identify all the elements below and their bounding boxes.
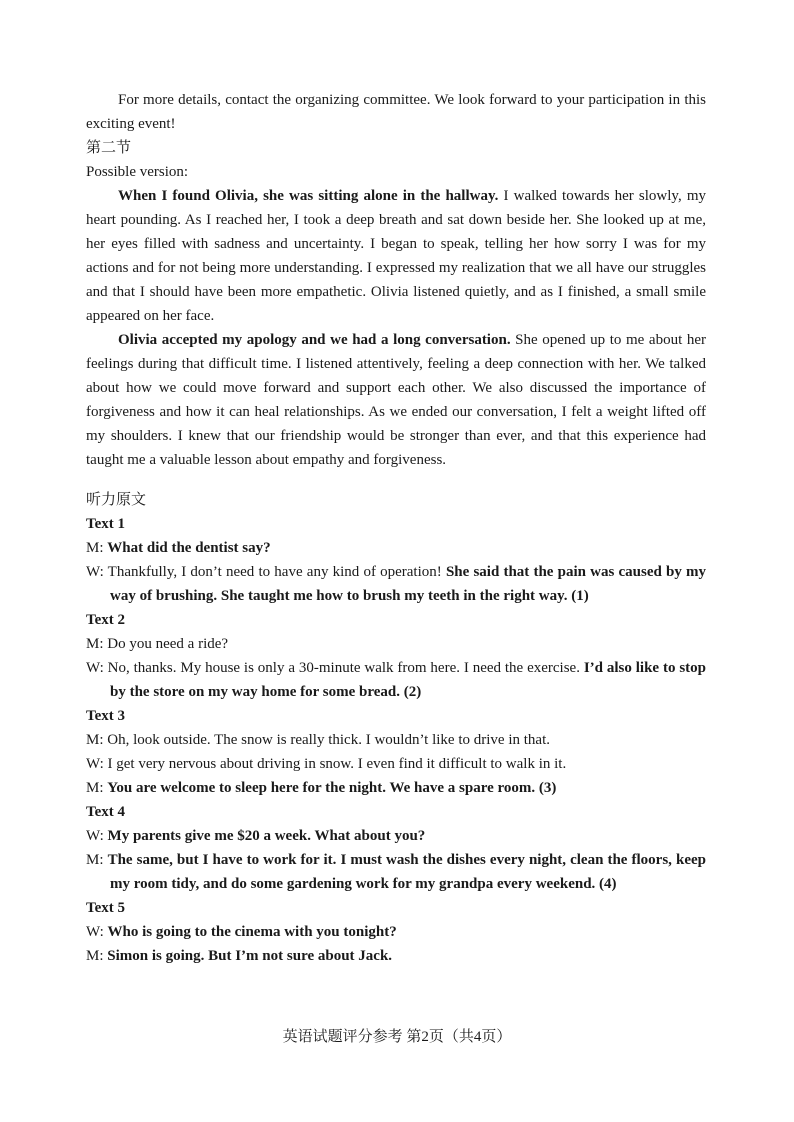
speaker-label: M: bbox=[86, 948, 108, 964]
speaker-label: W: bbox=[86, 756, 108, 772]
dialogue-line bbox=[86, 536, 706, 560]
dialogue-bold: She said that the pain was caused by my way of brushing. She taught me how to brush my teeth in the right way. (1) bbox=[110, 564, 707, 604]
text-2-title: Text 2 bbox=[86, 612, 126, 628]
speaker-label: W: bbox=[86, 660, 108, 676]
dialogue-line bbox=[86, 656, 706, 704]
essay-p1-lead-sentence: When I found Olivia, she was sitting alone in the hallway. bbox=[118, 188, 499, 204]
essay-p2-lead-sentence: Olivia accepted my apology and we had a long conversation. bbox=[118, 332, 511, 348]
dialogue-line bbox=[86, 632, 706, 656]
dialogue-line bbox=[86, 848, 706, 896]
text-3-title: Text 3 bbox=[86, 708, 126, 724]
dialogue-plain: No, thanks. My house is only a 30-minute walk from here. I need the exercise. bbox=[107, 660, 584, 676]
dialogue-plain: Thankfully, I don’t need to have any kind of operation! bbox=[107, 564, 446, 580]
essay-paragraph-1 bbox=[86, 184, 706, 328]
essay-paragraph-2 bbox=[86, 328, 706, 472]
essay-p1-body: I walked towards her slowly, my heart pounding. As I reached her, I took a deep breath and sat down beside her. She looked up at me, her eyes filled with sadness and uncertainty. I began to speak, telling her how sorry I was for my actions and for not being more understanding. I expressed my realization that we all have our struggles and that I should have been more empathetic. Olivia listened quietly, and as I finished, a small smile appeared on her face. bbox=[86, 188, 706, 324]
dialogue-plain: I get very nervous about driving in snow. I even find it difficult to walk in it. bbox=[107, 756, 567, 772]
spacer bbox=[86, 472, 706, 488]
dialogue-line bbox=[86, 824, 706, 848]
speaker-label: M: bbox=[86, 636, 108, 652]
dialogue-bold: What did the dentist say? bbox=[107, 540, 271, 556]
section-two-heading: 第二节 bbox=[86, 140, 132, 156]
dialogue-line bbox=[86, 560, 706, 608]
speaker-label: W: bbox=[86, 564, 108, 580]
essay-p2-body: She opened up to me about her feelings during that difficult time. I listened attentively, feeling a deep connection with her. We talked about how we could move forward and support each other. We also discussed the importance of forgiveness and how it can heal relationships. As we ended our conversation, I felt a weight lifted off my shoulders. I knew that our friendship would be stronger than ever, and that this experience had taught me a valuable lesson about empathy and forgiveness. bbox=[86, 332, 706, 468]
speaker-label: W: bbox=[86, 828, 108, 844]
speaker-label: M: bbox=[86, 780, 108, 796]
listening-heading: 听力原文 bbox=[86, 492, 147, 508]
text-1-title: Text 1 bbox=[86, 516, 126, 532]
page-footer: 英语试题评分参考 第2页（共4页） bbox=[282, 1029, 512, 1045]
dialogue-plain: Do you need a ride? bbox=[107, 636, 229, 652]
speaker-label: M: bbox=[86, 732, 108, 748]
intro-paragraph: For more details, contact the organizing committee. We look forward to your participation in this exciting event! bbox=[86, 92, 706, 132]
dialogue-bold: You are welcome to sleep here for the night. We have a spare room. (3) bbox=[107, 780, 557, 796]
text-4-title: Text 4 bbox=[86, 804, 126, 820]
speaker-label: M: bbox=[86, 540, 108, 556]
speaker-label: M: bbox=[86, 852, 108, 868]
dialogue-bold: Simon is going. But I’m not sure about Jack. bbox=[107, 948, 393, 964]
dialogue-bold: My parents give me $20 a week. What about you? bbox=[107, 828, 426, 844]
dialogue-bold: I’d also like to stop by the store on my way home for some bread. (2) bbox=[110, 660, 706, 700]
text-5-title: Text 5 bbox=[86, 900, 126, 916]
dialogue-line bbox=[86, 752, 706, 776]
dialogue-line bbox=[86, 728, 706, 752]
dialogue-line bbox=[86, 944, 706, 968]
dialogue-bold: The same, but I have to work for it. I must wash the dishes every night, clean the floors, keep my room tidy, and do some gardening work for my grandpa every weekend. (4) bbox=[107, 852, 706, 892]
possible-version-label: Possible version: bbox=[86, 164, 189, 180]
speaker-label: W: bbox=[86, 924, 108, 940]
dialogue-line bbox=[86, 776, 706, 800]
dialogue-line bbox=[86, 920, 706, 944]
dialogue-bold: Who is going to the cinema with you tonight? bbox=[107, 924, 397, 940]
dialogue-plain: Oh, look outside. The snow is really thick. I wouldn’t like to drive in that. bbox=[107, 732, 550, 748]
document-page bbox=[86, 88, 706, 968]
